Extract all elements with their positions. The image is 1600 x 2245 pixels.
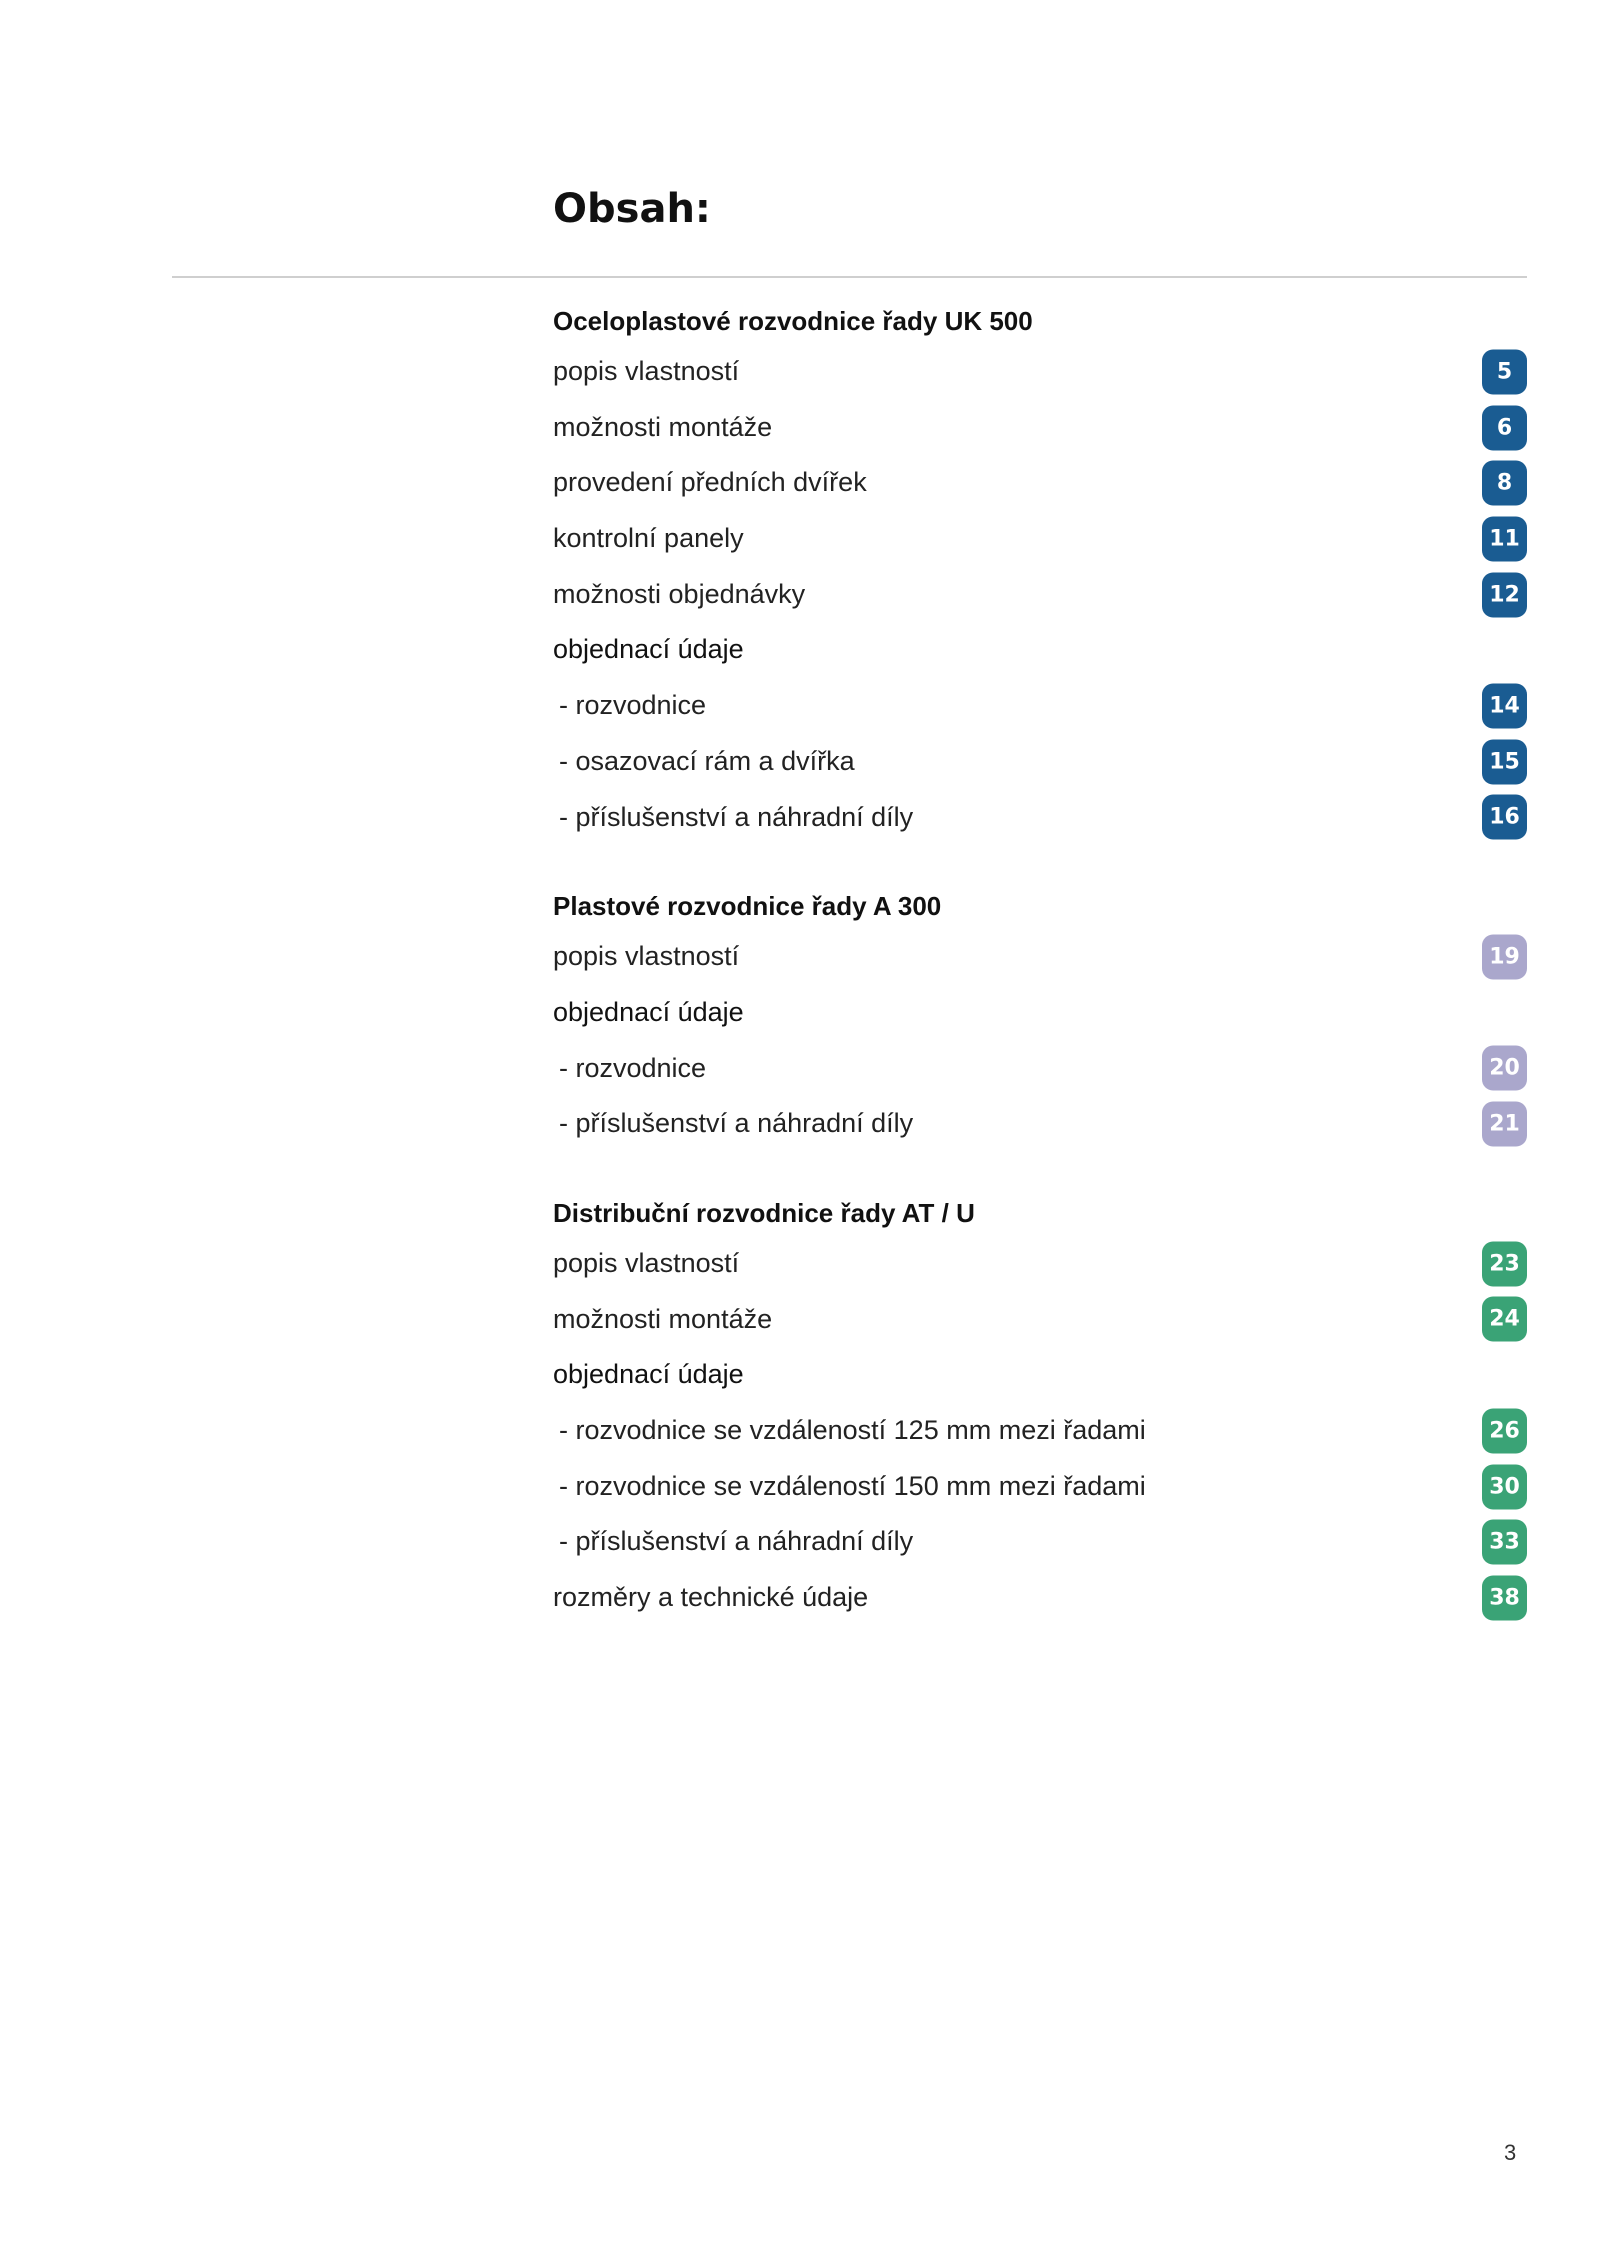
toc-entry[interactable]: [553, 400, 1527, 456]
toc-entry[interactable]: [553, 511, 1527, 567]
toc-group-label: [553, 985, 1527, 1041]
table-of-contents: [553, 298, 1527, 1626]
toc-section-atu: [553, 1190, 1527, 1626]
page-badge[interactable]: 14: [1482, 683, 1527, 728]
toc-entry-label: možnosti montáže: [553, 411, 773, 442]
toc-entry-label: - příslušenství a náhradní díly: [559, 801, 914, 832]
toc-entry[interactable]: [553, 1236, 1527, 1292]
page-badge[interactable]: 15: [1482, 739, 1527, 784]
toc-entry-label: - rozvodnice: [559, 690, 707, 721]
toc-group-label: [553, 622, 1527, 678]
section-heading: Distribuční rozvodnice řady AT / U: [553, 1197, 975, 1228]
page-badge[interactable]: 21: [1482, 1102, 1527, 1147]
toc-entry-label: objednací údaje: [553, 1359, 744, 1390]
page-badge[interactable]: 24: [1482, 1297, 1527, 1342]
toc-entry-label: možnosti montáže: [553, 1303, 773, 1334]
toc-entry[interactable]: [553, 929, 1527, 985]
section-heading: Oceloplastové rozvodnice řady UK 500: [553, 306, 1033, 336]
page-title: Obsah:: [553, 186, 711, 232]
toc-entry[interactable]: [553, 1292, 1527, 1348]
toc-group-label: [553, 1347, 1527, 1403]
page-badge[interactable]: 30: [1482, 1464, 1527, 1509]
toc-entry-label: objednací údaje: [553, 996, 744, 1027]
section-heading: Plastové rozvodnice řady A 300: [553, 891, 942, 922]
page-badge[interactable]: 26: [1482, 1408, 1527, 1453]
page-number: 3: [1504, 2140, 1517, 2165]
toc-entry[interactable]: [553, 344, 1527, 400]
divider: [172, 276, 1527, 278]
toc-entry[interactable]: [553, 1514, 1527, 1570]
page-badge[interactable]: 23: [1482, 1241, 1527, 1286]
toc-entry-label: provedení předních dvířek: [553, 467, 867, 498]
toc-entry-label: rozměry a technické údaje: [553, 1582, 869, 1613]
toc-section-a300: [553, 883, 1527, 1152]
toc-entry-label: - osazovací rám a dvířka: [559, 745, 855, 776]
toc-entry-label: - rozvodnice: [559, 1052, 707, 1083]
toc-entry-label: objednací údaje: [553, 634, 744, 665]
toc-entry[interactable]: [553, 678, 1527, 734]
toc-entry[interactable]: [553, 790, 1527, 846]
page-badge[interactable]: 8: [1482, 461, 1527, 506]
page-badge[interactable]: 6: [1482, 405, 1527, 450]
page-badge[interactable]: 5: [1482, 349, 1527, 394]
toc-entry[interactable]: [553, 734, 1527, 790]
toc-entry[interactable]: [553, 1570, 1527, 1626]
toc-entry-label: - rozvodnice se vzdáleností 150 mm mezi řadami: [559, 1470, 1146, 1501]
toc-entry[interactable]: [553, 455, 1527, 511]
toc-entry-label: - příslušenství a náhradní díly: [559, 1526, 914, 1557]
toc-section-uk500: [553, 298, 1527, 845]
toc-entry-label: - příslušenství a náhradní díly: [559, 1108, 914, 1139]
page-badge[interactable]: 19: [1482, 935, 1527, 980]
toc-entry-label: popis vlastností: [553, 941, 740, 972]
page-badge[interactable]: 11: [1482, 516, 1527, 561]
page-badge[interactable]: 16: [1482, 795, 1527, 840]
page-badge[interactable]: 38: [1482, 1575, 1527, 1620]
toc-entry-label: popis vlastností: [553, 356, 740, 386]
toc-entry-label: možnosti objednávky: [553, 578, 806, 609]
page-badge[interactable]: 33: [1482, 1520, 1527, 1565]
toc-entry[interactable]: [553, 1096, 1527, 1152]
page-badge[interactable]: 12: [1482, 572, 1527, 617]
toc-entry[interactable]: [553, 567, 1527, 623]
toc-entry-label: kontrolní panely: [553, 523, 744, 554]
toc-entry[interactable]: [553, 1403, 1527, 1459]
toc-entry-label: - rozvodnice se vzdáleností 125 mm mezi řadami: [559, 1415, 1146, 1445]
toc-entry[interactable]: [553, 1459, 1527, 1515]
toc-entry[interactable]: [553, 1041, 1527, 1097]
page-badge[interactable]: 20: [1482, 1046, 1527, 1091]
toc-entry-label: popis vlastností: [553, 1247, 740, 1278]
